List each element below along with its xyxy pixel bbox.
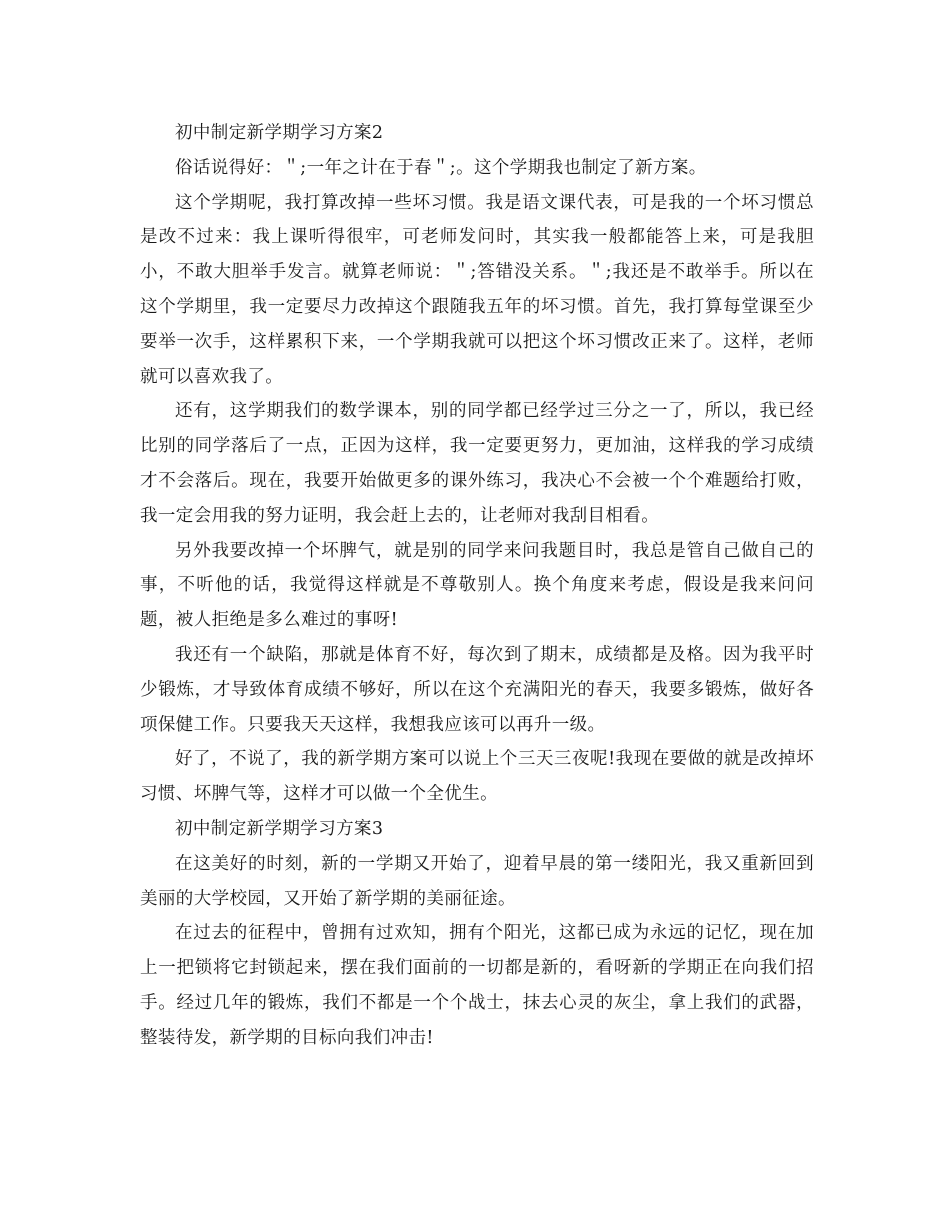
- document-body: [140, 116, 814, 1056]
- paragraph-bad-habit: 这个学期呢，我打算改掉一些坏习惯。我是语文课代表，可是我的一个坏习惯总是改不过来：我上课听得很牢，可老师发问时，其实我一般都能答上来，可是我胆小，不敢大胆举手发言。就算老师说：＂;答错没关系。＂;我还是不敢举手。所以在这个学期里，我一定要尽力改掉这个跟随我五年的坏习惯。首先，我打算每堂课至少要举一次手，这样累积下来，一个学期我就可以把这个坏习惯改正来了。这样，老师就可以喜欢我了。: [140, 192, 814, 387]
- paragraph-sports: 我还有一个缺陷，那就是体育不好，每次到了期末，成绩都是及格。因为我平时少锻炼，才导致体育成绩不够好，所以在这个充满阳光的春天，我要多锻炼，做好各项保健工作。只要我天天这样，我想我应该可以再升一级。: [140, 644, 814, 735]
- paragraph-new-semester: 在这美好的时刻，新的一学期又开始了，迎着早晨的第一缕阳光，我又重新回到美丽的大学校园，又开始了新学期的美丽征途。: [140, 853, 814, 909]
- section-heading-plan-3: 初中制定新学期学习方案3: [175, 818, 384, 839]
- paragraph-temper: 另外我要改掉一个坏脾气，就是别的同学来问我题目时，我总是管自己做自己的事，不听他的话，我觉得这样就是不尊敬别人。换个角度来考虑，假设是我来问问题，被人拒绝是多么难过的事呀!: [140, 540, 814, 631]
- paragraph-conclusion: 好了，不说了，我的新学期方案可以说上个三天三夜呢!我现在要做的就是改掉坏习惯、坏脾气等，这样才可以做一个全优生。: [140, 749, 814, 805]
- paragraph-math: 还有，这学期我们的数学课本，别的同学都已经学过三分之一了，所以，我已经比别的同学落后了一点，正因为这样，我一定要更努力，更加油，这样我的学习成绩才不会落后。现在，我要开始做更多的课外练习，我决心不会被一个个难题给打败，我一定会用我的努力证明，我会赶上去的，让老师对我刮目相看。: [140, 401, 814, 526]
- section-heading-plan-2: 初中制定新学期学习方案2: [175, 123, 384, 143]
- paragraph-proverb: 俗话说得好：＂;一年之计在于春＂;。这个学期我也制定了新方案。: [175, 157, 707, 178]
- paragraph-past-journey: 在过去的征程中，曾拥有过欢知，拥有个阳光，这都已成为永远的记忆，现在加上一把锁将它封锁起来，摆在我们面前的一切都是新的，看呀新的学期正在向我们招手。经过几年的锻炼，我们不都是一个个战士，抹去心灵的灰尘，拿上我们的武器，整装待发，新学期的目标向我们冲击!: [140, 923, 814, 1048]
